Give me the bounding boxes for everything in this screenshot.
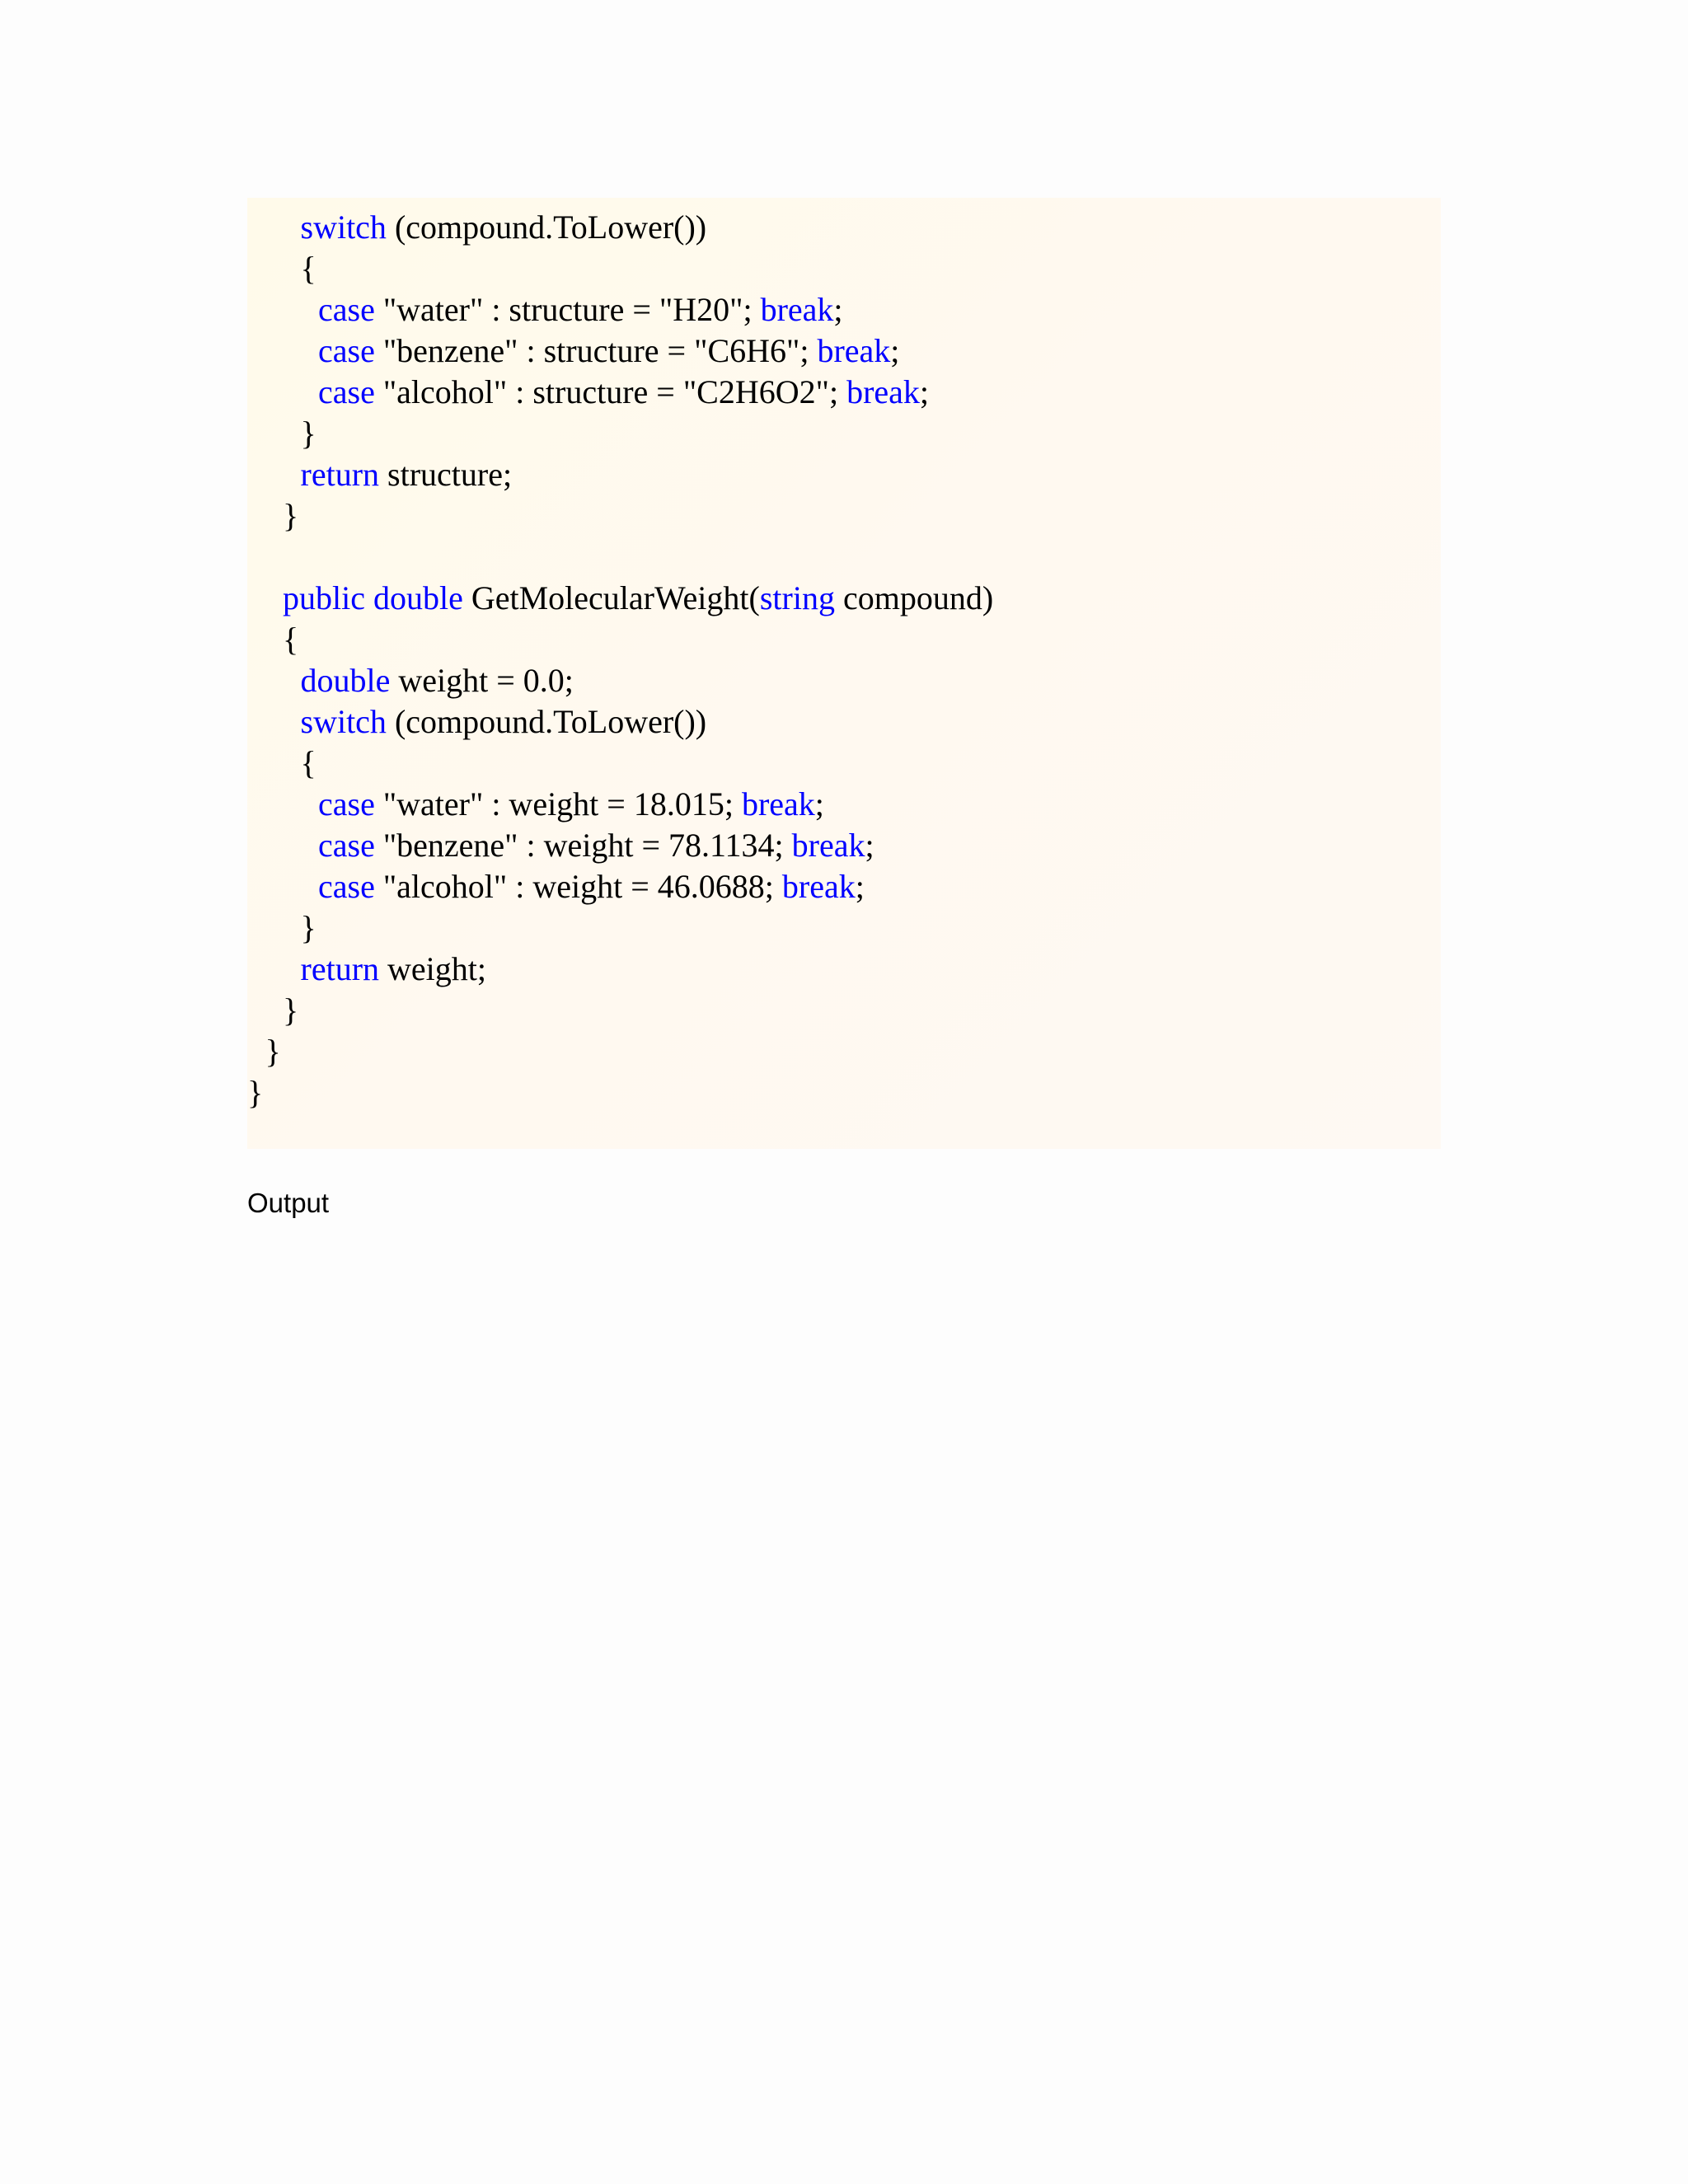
code-line [301,743,316,784]
output-heading: Output [247,1188,330,1218]
code-text: "benzene" : weight = 78.1134; [374,827,792,864]
code-keyword: break [846,373,920,410]
code-text: (compound.ToLower()) [386,209,707,246]
code-line [301,660,574,701]
code-text: compound) [834,579,994,616]
code-line [318,866,865,907]
code-line [265,1031,281,1072]
code-line [318,289,843,330]
code-keyword: case [318,291,375,328]
code-line [301,454,513,495]
code-text: ; [833,291,843,328]
code-keyword: break [817,332,891,369]
code-text: "alcohol" : weight = 46.0688; [374,868,782,905]
code-text: "benzene" : structure = "C6H6"; [374,332,818,369]
code-text: ; [919,373,930,410]
code-line [283,619,298,660]
code-line [301,949,487,990]
code-text: } [283,991,299,1029]
code-line [318,784,824,825]
code-keyword: case [318,332,375,369]
code-keyword: return [300,950,380,987]
code-text: GetMolecularWeight( [462,579,760,616]
code-keyword: break [760,291,834,328]
code-text [365,579,373,616]
code-keyword: case [318,827,375,864]
code-keyword: double [300,662,391,699]
code-line [283,495,298,537]
code-text: } [300,415,316,452]
code-text: weight; [379,950,486,987]
code-keyword: switch [300,703,387,740]
code-text: ; [814,785,824,823]
code-keyword: double [373,579,463,616]
code-line [301,413,316,454]
code-text: "water" : weight = 18.015; [374,785,742,823]
code-line [318,330,899,372]
code-text: ; [865,827,874,864]
code-text: } [265,1033,281,1070]
code-text: ; [855,868,865,905]
code-text: } [247,1074,264,1111]
code-keyword: case [318,785,375,823]
code-keyword: case [318,868,375,905]
code-keyword: string [759,579,835,616]
code-text: } [283,497,299,534]
code-line [318,372,929,413]
code-text: ; [890,332,900,369]
code-keyword: switch [300,209,387,246]
code-keyword: break [741,785,815,823]
code-line [301,207,707,248]
code-block [247,198,1441,1149]
code-keyword: case [318,373,375,410]
code-text: { [300,744,316,781]
code-text: weight = 0.0; [390,662,574,699]
code-line [318,825,874,866]
code-text: (compound.ToLower()) [386,703,707,740]
code-line [247,1072,263,1113]
code-line [301,248,316,289]
code-line [283,578,993,619]
code-text: { [283,621,299,658]
code-line [283,990,298,1031]
code-line [301,907,316,949]
code-text: { [300,250,316,287]
code-keyword: break [791,827,865,864]
code-text: "alcohol" : structure = "C2H6O2"; [374,373,847,410]
code-text: "water" : structure = "H20"; [374,291,761,328]
code-text: structure; [379,456,513,493]
code-keyword: break [781,868,856,905]
code-keyword: return [300,456,380,493]
code-keyword: public [283,579,365,616]
code-text: } [300,909,316,946]
code-line [301,701,707,743]
